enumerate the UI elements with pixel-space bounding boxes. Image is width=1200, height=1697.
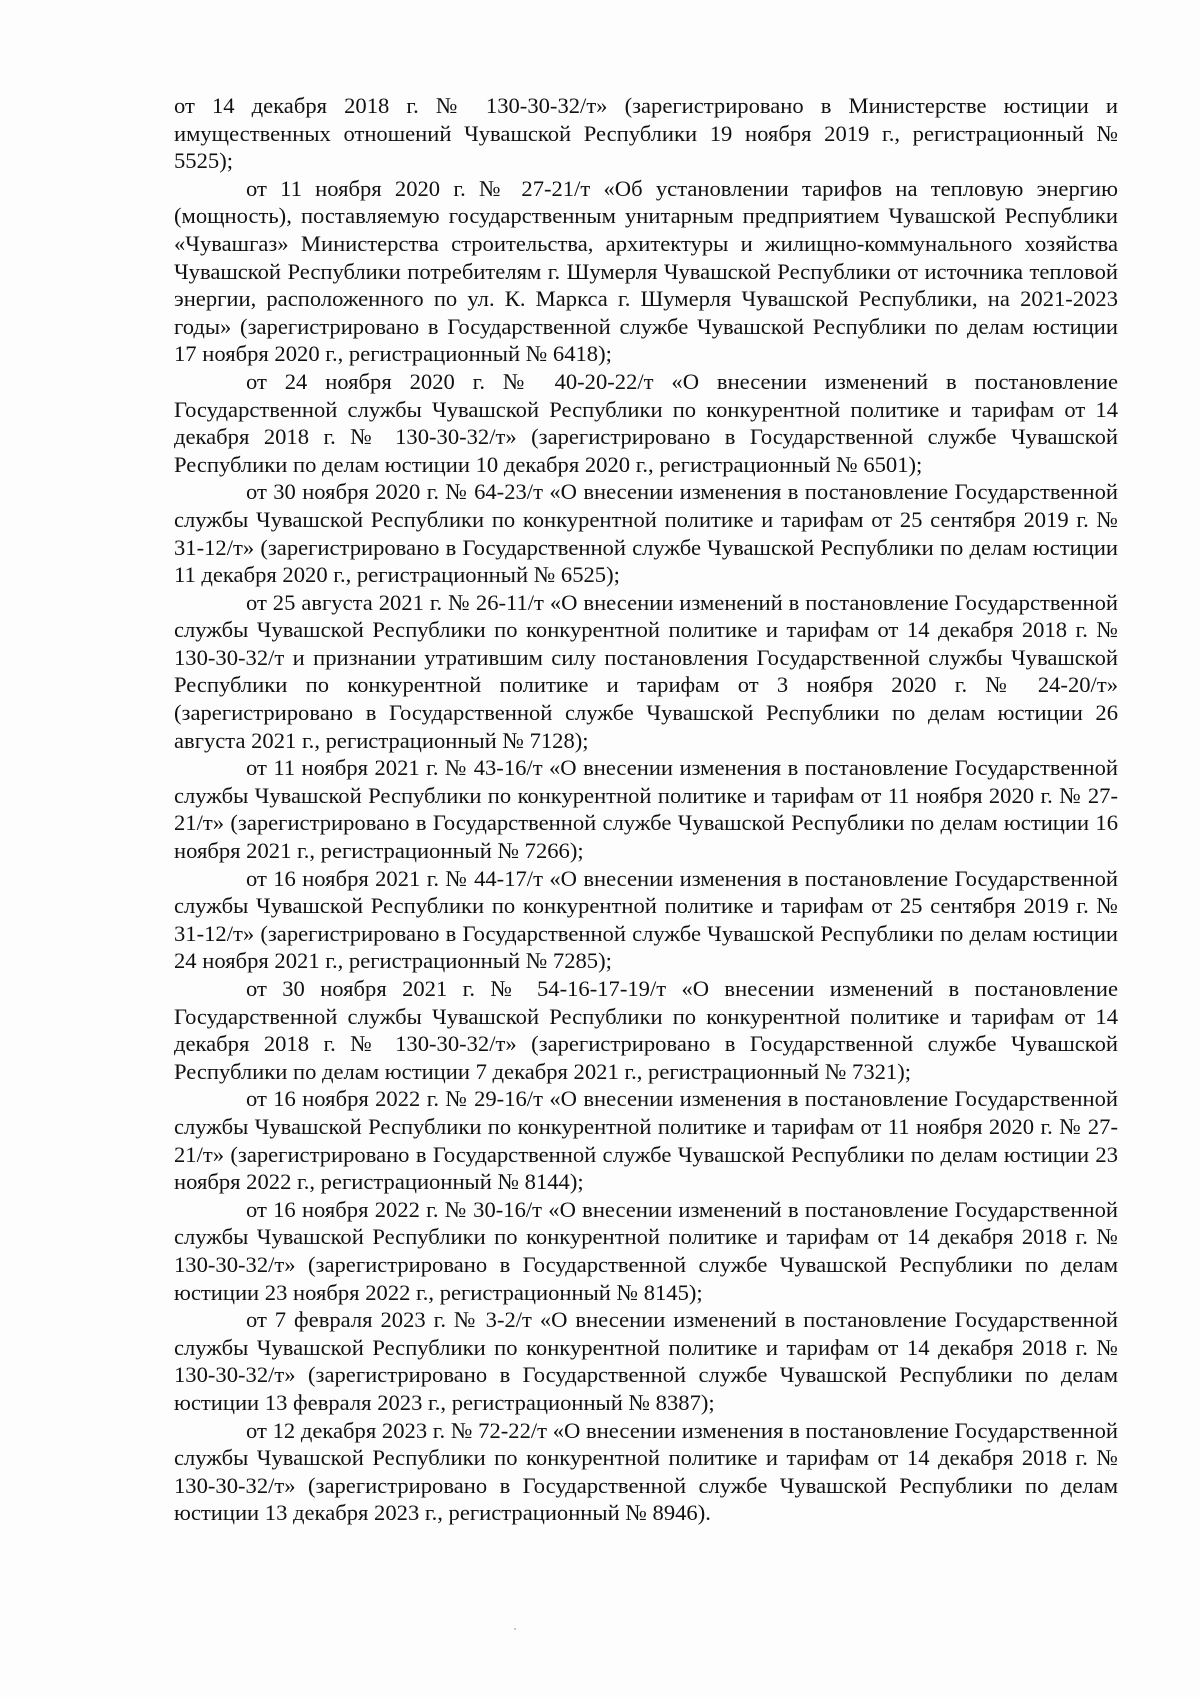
paragraph-item: от 30 ноября 2020 г. № 64-23/т «О внесении изменения в постановление Государственной службы Чувашской Республики по конкурентной политике и тарифам от 25 сентября 2019 г. № 31-12/т» (зарегистрировано в Государственной службе Чувашской Республики по делам юстиции 11 декабря 2020 г., регистрационный № 6525); (174, 479, 1118, 588)
scan-speck (514, 1628, 516, 1630)
paragraph-item: от 12 декабря 2023 г. № 72-22/т «О внесении изменения в постановление Государственной службы Чувашской Республики по конкурентной политике и тарифам от 14 декабря 2018 г. № 130-30-32/т» (зарегистрировано в Государственной службе Чувашской Республики по делам юстиции 13 декабря 2023 г., регистрационный № 8946). (174, 1417, 1118, 1526)
paragraph-item: от 16 ноября 2022 г. № 29-16/т «О внесении изменения в постановление Государственной службы Чувашской Республики по конкурентной политике и тарифам от 11 ноября 2020 г. № 27-21/т» (зарегистрировано в Государственной службе Чувашской Республики по делам юстиции 23 ноября 2022 г., регистрационный № 8144); (174, 1086, 1118, 1195)
paragraph-item: от 11 ноября 2021 г. № 43-16/т «О внесении изменения в постановление Государственной службы Чувашской Республики по конкурентной политике и тарифам от 11 ноября 2020 г. № 27-21/т» (зарегистрировано в Государственной службе Чувашской Республики по делам юстиции 16 ноября 2021 г., регистрационный № 7266); (174, 755, 1118, 864)
paragraph-item: от 16 ноября 2022 г. № 30-16/т «О внесении изменений в постановление Государственной службы Чувашской Республики по конкурентной политике и тарифам от 14 декабря 2018 г. № 130-30-32/т» (зарегистрировано в Государственной службе Чувашской Республики по делам юстиции 23 ноября 2022 г., регистрационный № 8145); (174, 1196, 1118, 1305)
paragraph-item: от 30 ноября 2021 г. № 54-16-17-19/т «О внесении изменений в постановление Государственной службы Чувашской Республики по конкурентной политике и тарифам от 14 декабря 2018 г. № 130-30-32/т» (зарегистрировано в Государственной службе Чувашской Республики по делам юстиции 7 декабря 2021 г., регистрационный № 7321); (174, 976, 1118, 1084)
paragraph-item: от 16 ноября 2021 г. № 44-17/т «О внесении изменения в постановление Государственной службы Чувашской Республики по конкурентной политике и тарифам от 25 сентября 2019 г. № 31-12/т» (зарегистрировано в Государственной службе Чувашской Республики по делам юстиции 24 ноября 2021 г., регистрационный № 7285); (174, 865, 1118, 974)
paragraph-item: от 7 февраля 2023 г. № 3-2/т «О внесении изменений в постановление Государственной службы Чувашской Республики по конкурентной политике и тарифам от 14 декабря 2018 г. № 130-30-32/т» (зарегистрировано в Государственной службе Чувашской Республики по делам юстиции 13 февраля 2023 г., регистрационный № 8387); (174, 1307, 1118, 1415)
paragraph-item: от 25 августа 2021 г. № 26-11/т «О внесении изменений в постановление Государственной службы Чувашской Республики по конкурентной политике и тарифам от 14 декабря 2018 г. № 130-30-32/т и признании утратившим силу постановления Государственной службы Чувашской Республики по конкурентной политике и тарифам от 3 ноября 2020 г. № 24-20/т» (зарегистрировано в Государственной службе Чувашской Республики по делам юстиции 26 августа 2021 г., регистрационный № 7128); (174, 589, 1118, 753)
paragraph-item: от 24 ноября 2020 г. № 40-20-22/т «О внесении изменений в постановление Государственной службы Чувашской Республики по конкурентной политике и тарифам от 14 декабря 2018 г. № 130-30-32/т» (зарегистрировано в Государственной службе Чувашской Республики по делам юстиции 10 декабря 2020 г., регистрационный № 6501); (174, 368, 1118, 477)
document-body (174, 92, 1118, 1527)
paragraph-item: от 11 ноября 2020 г. № 27-21/т «Об установлении тарифов на тепловую энергию (мощность), поставляемую государственным унитарным предприятием Чувашской Республики «Чувашгаз» Министерства строительства, архитектуры и жилищно-коммунального хозяйства Чувашской Республики потребителям г. Шумерля Чувашской Республики от источника тепловой энергии, расположенного по ул. К. Маркса г. Шумерля Чувашской Республики, на 2021-2023 годы» (зарегистрировано в Государственной службе Чувашской Республики по делам юстиции 17 ноября 2020 г., регистрационный № 6418); (174, 175, 1118, 367)
paragraph-continuation: от 14 декабря 2018 г. № 130-30-32/т» (зарегистрировано в Министерстве юстиции и имущественных отношений Чувашской Республики 19 ноября 2019 г., регистрационный № 5525); (174, 93, 1118, 174)
